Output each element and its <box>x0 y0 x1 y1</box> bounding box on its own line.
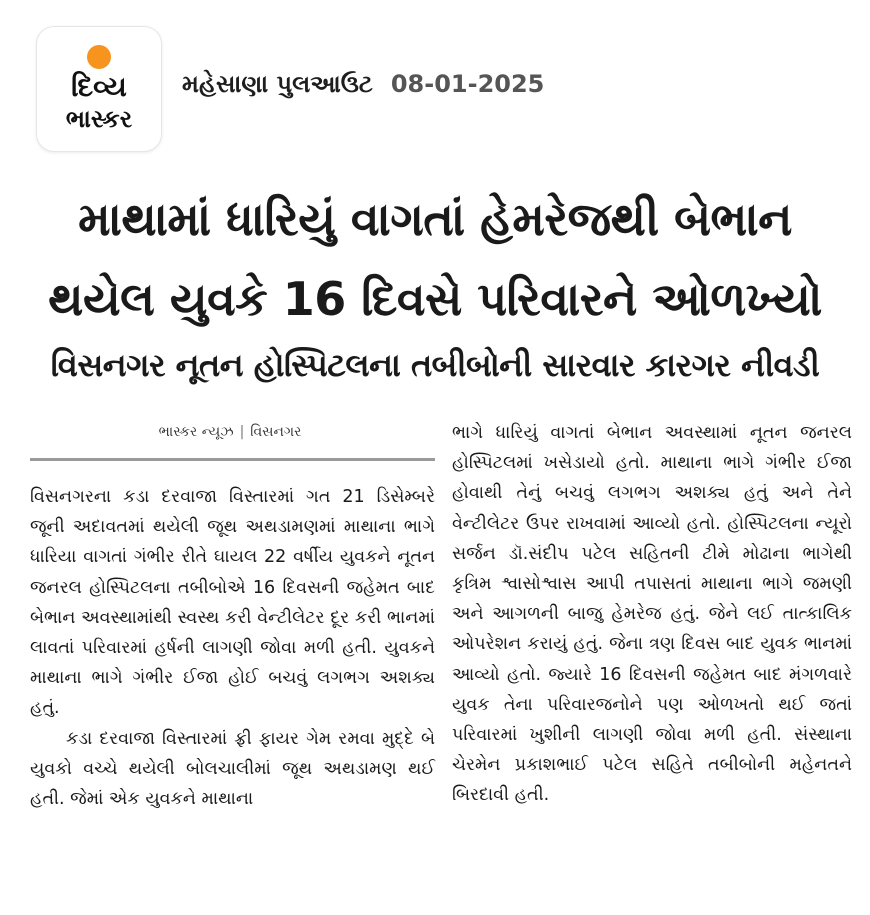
byline-divider <box>30 458 435 461</box>
edition-header <box>182 70 544 98</box>
edition-name: મહેસાણા પુલઆઉટ <box>182 70 373 98</box>
edition-date: 08-01-2025 <box>390 70 545 98</box>
logo-text-line2: ભાસ્કર <box>65 105 133 133</box>
divya-bhaskar-logo <box>36 26 162 152</box>
headline-line-1: માથામાં ધારિયું વાગતાં હેમરેજથી બેભાન <box>78 192 792 246</box>
byline-place: વિસનગર <box>250 424 302 440</box>
byline <box>30 424 430 440</box>
article-column-right <box>452 418 852 811</box>
byline-separator: | <box>239 424 245 440</box>
logo-text-line1: દિવ્ય <box>71 70 127 103</box>
article-column-left <box>30 482 435 814</box>
article-paragraph: કડા દરવાજા વિસ્તારમાં ફ્રી ફાયર ગેમ રમવા મુદ્દે બે યુવકો વચ્ચે થયેલી બોલચાલીમાં જૂથ અથડામણ થઈ હતી. જેમાં એક યુવકને માથાના <box>30 728 435 810</box>
byline-source: ભાસ્કર ન્યૂઝ <box>158 424 234 440</box>
article-paragraph: ભાગે ધારિયું વાગતાં બેભાન અવસ્થામાં નૂતન જનરલ હોસ્પિટલમાં ખસેડાયો હતો. માથાના ભાગે ગંભીર ઈજા હોવાથી તેનું બચવું લગભગ અશક્ય હતું અને તેને વેન્ટીલેટર ઉપર રાખવામાં આવ્યો હતો. હોસ્પિટલના ન્યૂરો સર્જન ડૉ.સંદીપ પટેલ સહિતની ટીમે મોઢાના ભાગેથી કૃત્રિમ શ્વાસોશ્વાસ આપી તપાસતાં માથાના ભાગે જમણી અને આગળની બાજુ હેમરેજ હતું. જેને લઈ તાત્કાલિક ઓપરેશન કરાયું હતું. જેના ત્રણ દિવસ બાદ યુવક ભાનમાં આવ્યો હતો. જ્યારે 16 દિવસની જહેમત બાદ મંગળવારે યુવક તેના પરિવારજનોને પણ ઓળખતો થઈ જતાં પરિવારમાં ખુશીની લાગણી જોવા મળી હતી. સંસ્થાના ચેરમેન પ્રકાશભાઈ પટેલ સહિતે તબીબોની મહેનતને બિરદાવી હતી. <box>452 423 852 806</box>
article-paragraph: વિસનગરના કડા દરવાજા વિસ્તારમાં ગત 21 ડિસેમ્બરે જૂની અદાવતમાં થયેલી જૂથ અથડામણમાં માથાના ભાગે ધારિયા વાગતાં ગંભીર રીતે ઘાયલ 22 વર્ષીય યુવકને નૂતન જનરલ હોસ્પિટલના તબીબોએ 16 દિવસની જહેમત બાદ બેભાન અવસ્થામાંથી સ્વસ્થ કરી વેન્ટીલેટર દૂર કરી ભાનમાં લાવતાં પરિવારમાં હર્ષની લાગણી જોવા મળી હતી. યુવકને માથાના ભાગે ગંભીર ઈજા હોઈ બચવું લગભગ અશક્ય હતું. <box>30 487 435 719</box>
sun-icon <box>87 45 111 69</box>
headline-line-2: થયેલ યુવકે 16 દિવસે પરિવારને ઓળખ્યો <box>48 272 822 326</box>
subheadline: વિસનગર નૂતન હોસ્પિટલના તબીબોની સારવાર કારગર નીવડી <box>50 346 820 384</box>
